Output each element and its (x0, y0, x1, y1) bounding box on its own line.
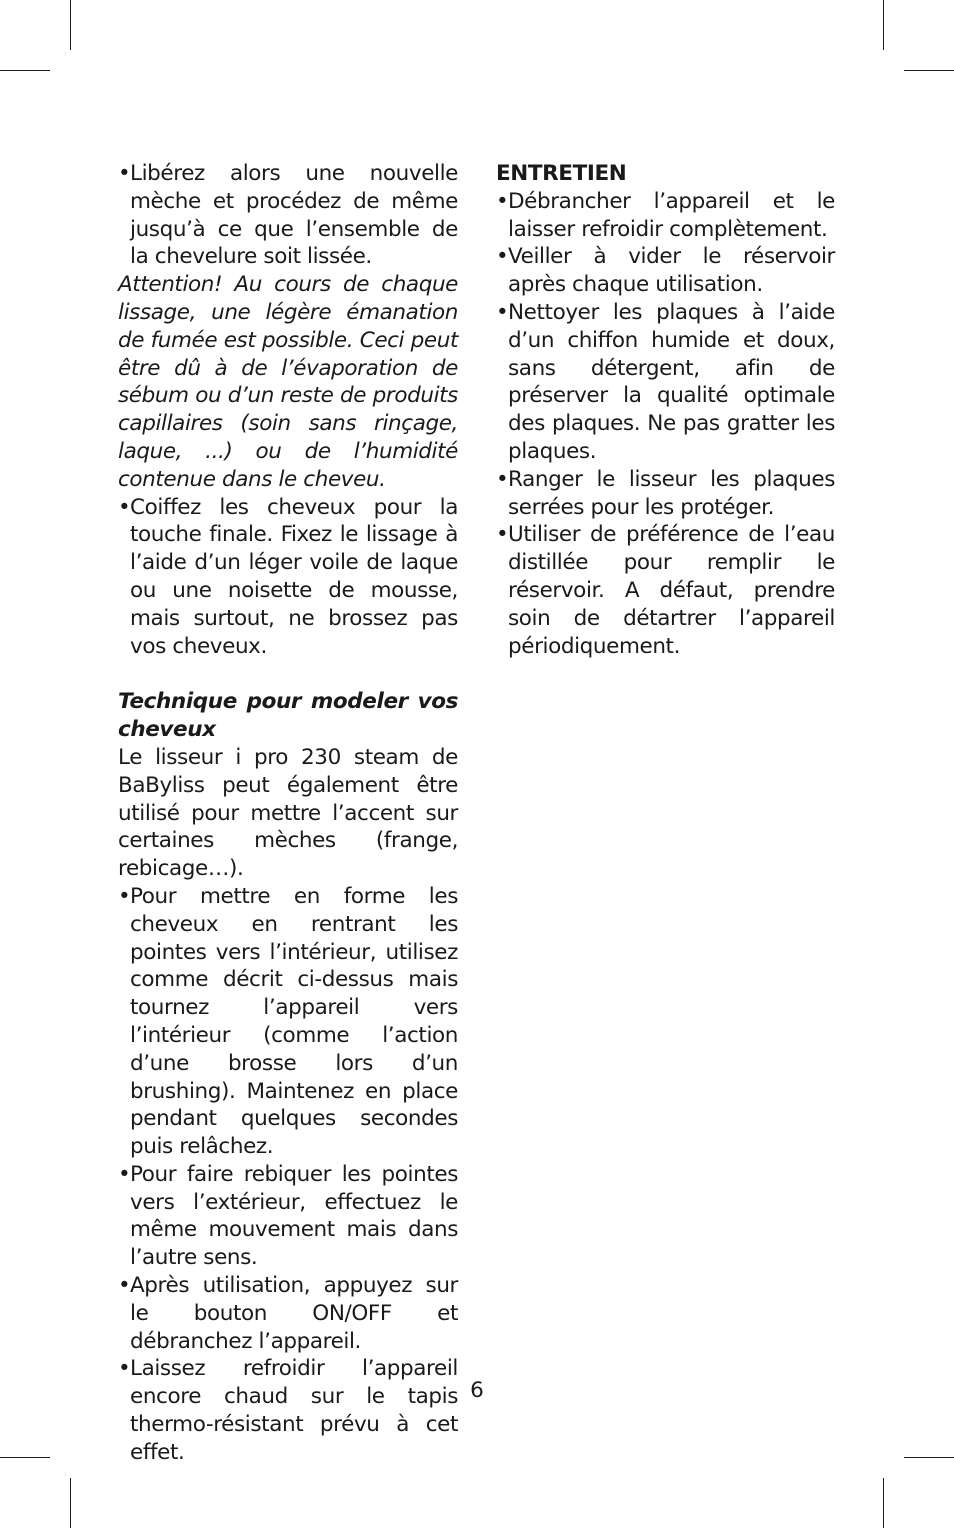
list-item: • Libérez alors une nouvelle mèche et procédez de même jusqu’à ce que l’ensemble de la chevelure soit lissée. (118, 160, 458, 271)
list-item: • Pour mettre en forme les cheveux en rentrant les pointes vers l’intérieur, utilisez comme décrit ci-dessus mais tournez l’appareil vers l’intérieur (comme l’action d’une brosse lors d’un brushing). Maintenez en place pendant quelques secondes puis relâchez. (118, 883, 458, 1161)
crop-mark-bottom-right-horizontal (904, 1457, 954, 1458)
list-item: • Veiller à vider le réservoir après chaque utilisation. (496, 243, 835, 299)
crop-mark-top-left-horizontal (0, 70, 50, 71)
crop-mark-top-left-vertical (70, 0, 71, 50)
crop-mark-top-right-vertical (883, 0, 884, 50)
list-item: • Coiffez les cheveux pour la touche finale. Fixez le lissage à l’aide d’un léger voile de laque ou une noisette de mousse, mais surtout, ne brossez pas vos cheveux. (118, 494, 458, 661)
list-item: • Débrancher l’appareil et le laisser refroidir complètement. (496, 188, 835, 244)
crop-mark-top-right-horizontal (904, 70, 954, 71)
crop-mark-bottom-left-horizontal (0, 1457, 50, 1458)
list-item: • Pour faire rebiquer les pointes vers l’extérieur, effectuez le même mouvement mais dans l’autre sens. (118, 1161, 458, 1272)
list-item: • Ranger le lisseur les plaques serrées pour les protéger. (496, 466, 835, 522)
left-column (118, 160, 458, 1467)
crop-mark-bottom-right-vertical (883, 1478, 884, 1528)
section-title: Technique pour modeler vos cheveux (118, 689, 458, 743)
page-number: 6 (470, 1378, 484, 1403)
right-column (496, 160, 835, 660)
list-item: • Nettoyer les plaques à l’aide d’un chiffon humide et doux, sans détergent, afin de préserver la qualité optimale des plaques. Ne pas gratter les plaques. (496, 299, 835, 466)
list-item: • Après utilisation, appuyez sur le bouton ON/OFF et débranchez l’appareil. (118, 1272, 458, 1355)
section-intro: Le lisseur i pro 230 steam de BaByliss peut également être utilisé pour mettre l’accent sur certaines mèches (frange, rebicage…). (118, 744, 458, 882)
list-item: • Utiliser de préférence de l’eau distillée pour remplir le réservoir. A défaut, prendre soin de détartrer l’appareil périodiquement. (496, 521, 835, 660)
crop-mark-bottom-left-vertical (70, 1478, 71, 1528)
attention-note: Attention! Au cours de chaque lissage, une légère émanation de fumée est possible. Ceci peut être dû à de l’évaporation de sébum ou d’un reste de produits capillaires (soin sans rinçage, laque, ...) ou de l’humidité contenue dans le cheveu. (118, 272, 458, 492)
section-heading: ENTRETIEN (496, 161, 627, 186)
list-item: • Laissez refroidir l’appareil encore chaud sur le tapis thermo-résistant prévu à cet effet. (118, 1355, 458, 1466)
